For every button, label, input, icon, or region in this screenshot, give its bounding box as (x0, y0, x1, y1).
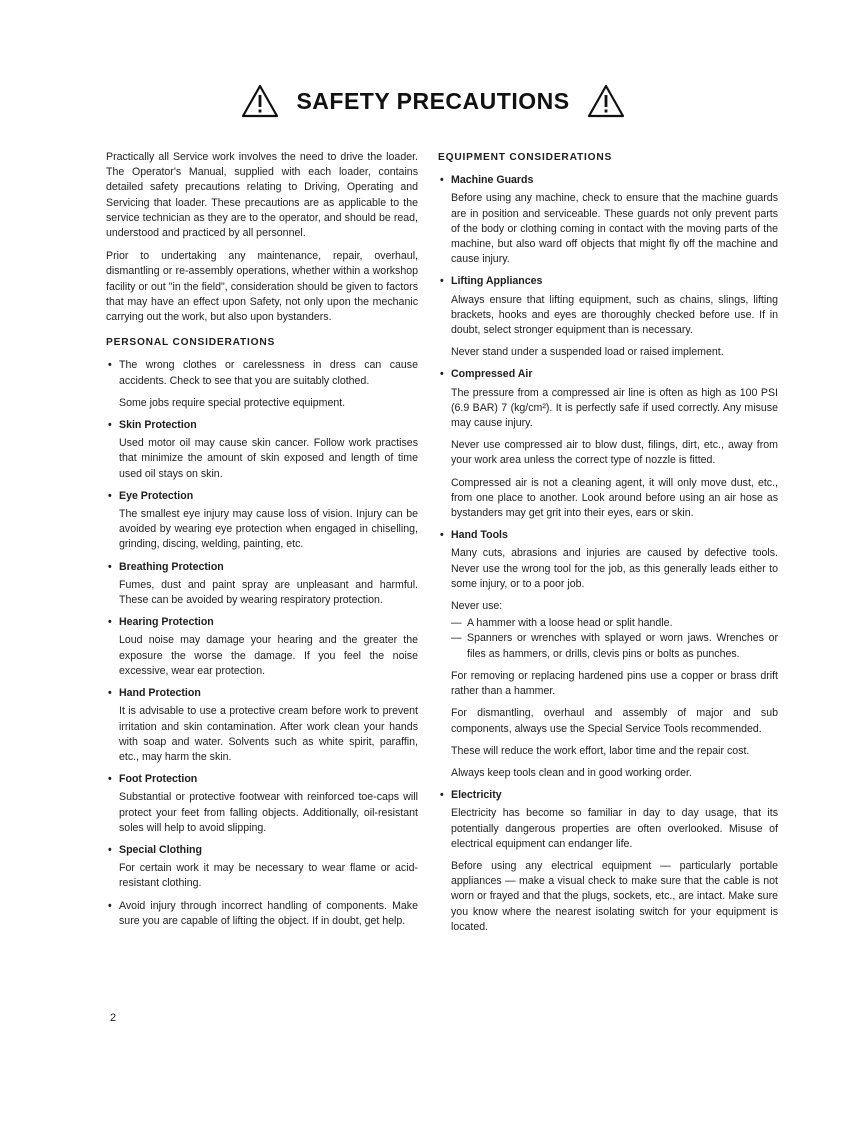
item-title: Eye Protection (119, 489, 194, 502)
item-text: For certain work it may be necessary to wear flame or acid-resistant clothing. (119, 862, 418, 890)
item-text: Electricity has become so familiar in day to day usage, that its potentially dangerous properties are often overlooked. Misuse of electrical equipment can endanger life. (451, 807, 778, 850)
personal-item-clothing (106, 358, 418, 411)
personal-considerations-heading: PERSONAL CONSIDERATIONS (106, 337, 276, 349)
item-title: Compressed Air (451, 368, 533, 381)
equipment-item-compressed-air (438, 367, 778, 521)
bullet: • (108, 843, 112, 856)
item-title: Foot Protection (119, 773, 198, 786)
item-text: Some jobs require special protective equipment. (119, 396, 346, 409)
personal-item-special-clothing (106, 843, 418, 892)
equipment-item-machine-guards (438, 173, 778, 267)
item-title: Breathing Protection (119, 560, 224, 573)
item-title: Electricity (451, 789, 502, 802)
item-text: For dismantling, overhaul and assembly of major and sub components, always use the Special Service Tools recommended. (451, 707, 778, 735)
list-item-text: A hammer with a loose head or split handle. (467, 617, 673, 630)
right-column (438, 150, 778, 942)
personal-item-foot (106, 772, 418, 836)
item-title: Machine Guards (451, 174, 534, 187)
item-text: The wrong clothes or carelessness in dress can cause accidents. Check to see that you are suitably clothed. (119, 359, 418, 387)
bullet: • (108, 773, 112, 786)
equipment-item-lifting (438, 274, 778, 360)
item-text: Compressed air is not a cleaning agent, it will only move dust, etc., from one place to another. Look around before using an air hose as bystanders may get grit into their eyes, ears or skin. (451, 476, 778, 520)
item-text: The pressure from a compressed air line is often as high as 100 PSI (6.9 BAR) 7 (kg/cm²). It is perfectly safe if used correctly. Any misuse may cause injury. (451, 386, 778, 430)
equipment-considerations-heading: EQUIPMENT CONSIDERATIONS (438, 152, 613, 163)
item-text: These will reduce the work effort, labor time and the repair cost. (451, 744, 750, 757)
bullet: • (108, 899, 112, 912)
item-text: Always keep tools clean and in good working order. (451, 766, 692, 779)
item-text: Never stand under a suspended load or raised implement. (451, 346, 724, 359)
item-title: Special Clothing (119, 843, 202, 856)
personal-item-breathing (106, 560, 418, 609)
item-title: Skin Protection (119, 419, 197, 432)
bullet: • (440, 529, 444, 542)
bullet: • (440, 174, 444, 187)
item-text: For removing or replacing hardened pins use a copper or brass drift rather than a hammer. (451, 669, 778, 698)
intro-paragraph: Prior to undertaking any maintenance, repair, overhaul, dismantling or re-assembly operations, whether within a workshop facility or out "in the field", consideration should be given to factors that may have an effect upon Safety, not only upon the mechanic carrying out the work, but also upon bystanders. (106, 250, 418, 324)
item-text: Always ensure that lifting equipment, such as chains, slings, lifting brackets, hooks and eyes are thoroughly checked before use. If in doubt, select stronger equipment than is necessary. (451, 293, 778, 337)
item-title: Hand Protection (119, 687, 201, 700)
never-use-list (451, 616, 778, 662)
bullet: • (440, 789, 444, 802)
equipment-item-hand-tools (438, 528, 778, 781)
item-text: Never use compressed air to blow dust, filings, dirt, etc., away from your work area unless the correct type of nozzle is fitted. (451, 439, 778, 467)
left-column (106, 150, 418, 936)
item-text: Before using any electrical equipment — particularly portable appliances — make a visual check to make sure that the cable is not worn or frayed and that the plugs, sockets, etc., are intact. Make sure you know where the nearest isolating switch for your equipment is located. (451, 859, 778, 933)
personal-item-eye (106, 489, 418, 553)
item-text: Avoid injury through incorrect handling of components. Make sure you are capable of lifting the object. If in doubt, get help. (119, 899, 418, 927)
item-title: Lifting Appliances (451, 275, 543, 288)
item-title: Hearing Protection (119, 616, 214, 629)
warning-triangle-icon (240, 83, 280, 119)
item-text: Fumes, dust and paint spray are unpleasant and harmful. These can be avoided by wearing respiratory protection. (119, 578, 418, 607)
personal-item-hearing (106, 615, 418, 679)
item-text: Before using any machine, check to ensure that the machine guards are in position and serviceable. These guards not only prevent parts of the body or clothing coming in contact with the moving parts of the machine, but also ward off objects that might fly off the machine and cause injury. (451, 192, 778, 266)
bullet: • (108, 560, 112, 573)
item-text: Used motor oil may cause skin cancer. Follow work practises that minimize the amount of skin exposed and length of time used oil stays on skin. (119, 437, 418, 480)
item-text: Loud noise may damage your hearing and the greater the exposure the worse the damage. If you feel the noise excessive, wear ear protection. (119, 634, 418, 677)
page-title: SAFETY PRECAUTIONS (296, 87, 570, 114)
bullet: • (440, 275, 444, 288)
dash: — (451, 632, 462, 645)
item-text: Never use: (451, 600, 503, 613)
item-text: The smallest eye injury may cause loss of vision. Injury can be avoided by wearing eye protection when engaged in chiselling, grinding, discing, welding, painting, etc. (119, 508, 418, 551)
intro-paragraph: Practically all Service work involves the need to drive the loader. The Operator's Manual, supplied with each loader, contains detailed safety precautions relating to Driving, Operating and Servicing that loader. These precautions are as applicable to the service technician as they are to the operator, and should be read, understood and practiced by all personnel. (106, 151, 418, 240)
list-item (451, 631, 778, 661)
equipment-item-electricity (438, 788, 778, 935)
item-text: Substantial or protective footwear with reinforced toe-caps will protect your feet from falling objects. Additionally, oil-resistant soles will help to avoid slipping. (119, 791, 418, 834)
personal-item-skin (106, 418, 418, 482)
page-number: 2 (110, 1012, 117, 1024)
personal-item-hand (106, 686, 418, 765)
list-item (451, 616, 778, 631)
list-item-text: Spanners or wrenches with splayed or worn jaws. Wrenches or files as hammers, or drills, clevis pins or bolts as punches. (467, 632, 778, 660)
personal-item-lifting (106, 899, 418, 929)
dash: — (451, 617, 462, 630)
warning-triangle-icon (586, 83, 626, 119)
bullet: • (108, 489, 112, 502)
bullet: • (108, 687, 112, 700)
bullet: • (108, 419, 112, 432)
item-text: It is advisable to use a protective cream before work to prevent irritation and skin contamination. After work clean your hands with soap and water. Solvents such as white spirit, paraffin, etc., may harm the skin. (119, 705, 418, 763)
bullet: • (440, 368, 444, 381)
item-title: Hand Tools (451, 529, 508, 542)
item-text: Many cuts, abrasions and injuries are caused by defective tools. Never use the wrong tool for the job, as this generally leads either to some injury, or to a poor job. (451, 547, 778, 590)
bullet: • (108, 616, 112, 629)
bullet: • (108, 359, 112, 372)
title-row (0, 76, 866, 126)
